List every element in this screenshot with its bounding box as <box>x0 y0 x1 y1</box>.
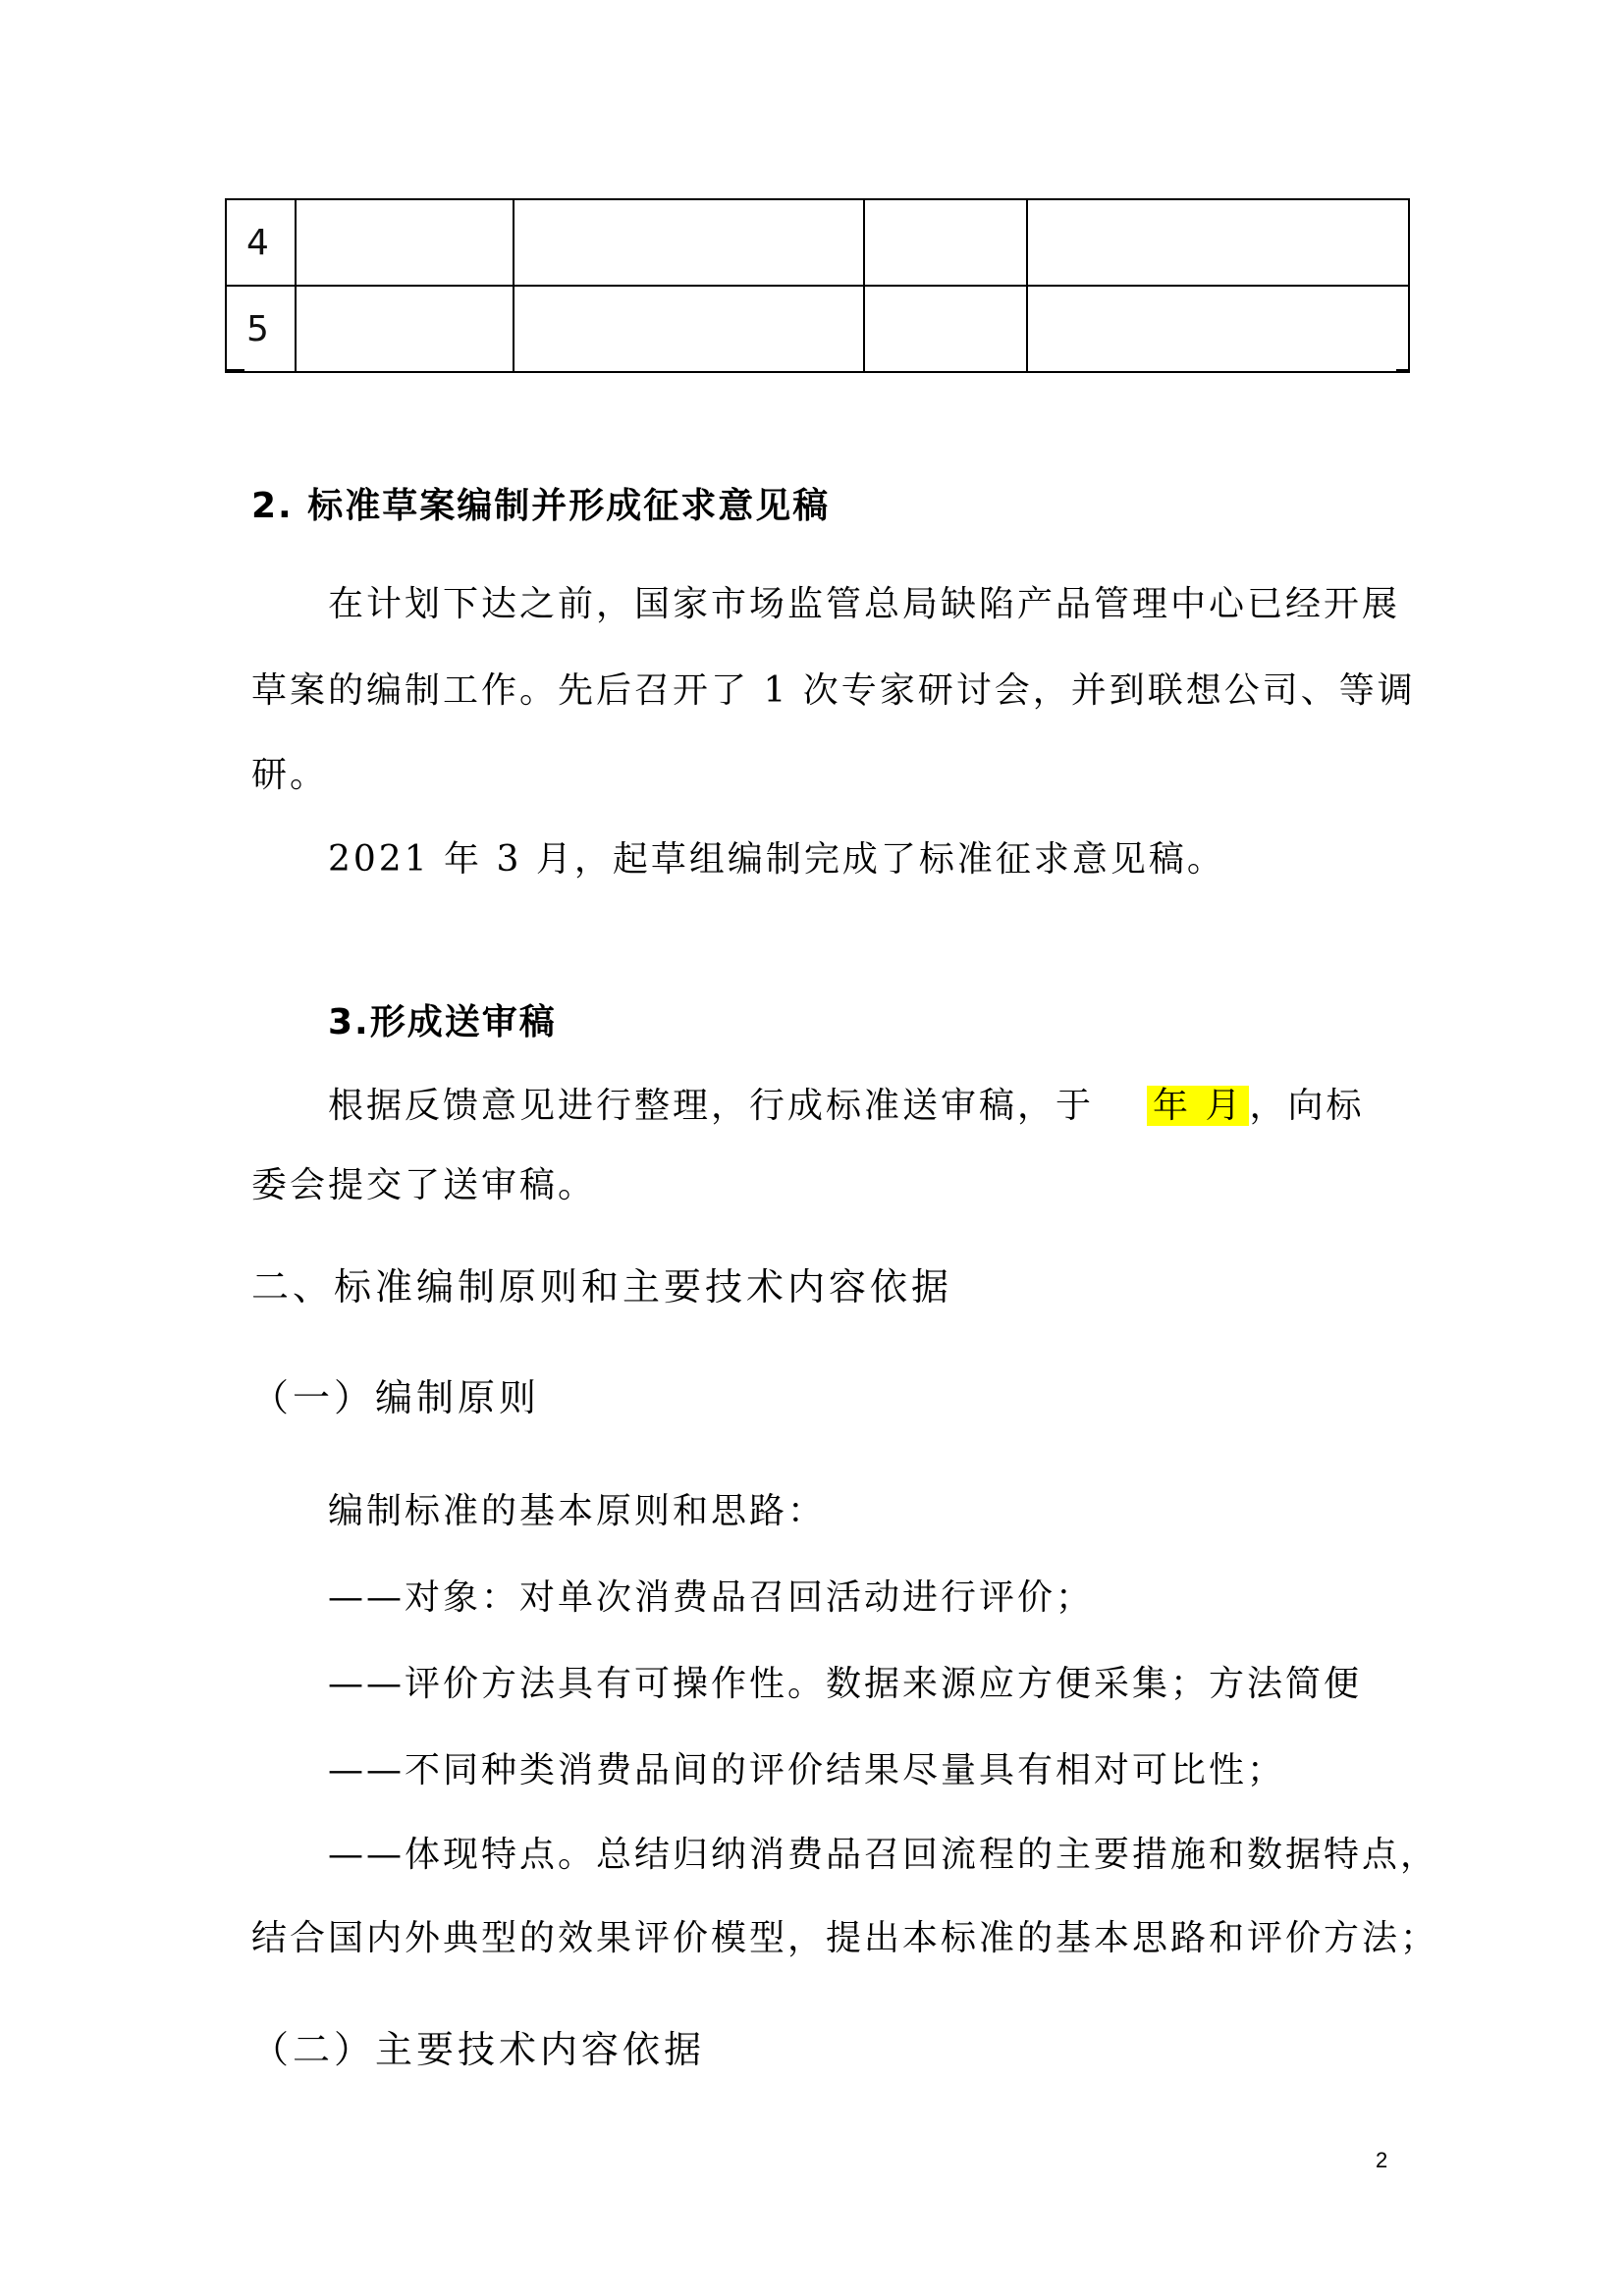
list-item: ——对象：对单次消费品召回活动进行评价； <box>328 1577 1095 1618</box>
list-item: ——体现特点。总结归纳消费品召回流程的主要措施和数据特点， <box>328 1835 1439 1875</box>
row-number: 5 <box>226 286 296 372</box>
table-cell <box>296 199 514 286</box>
data-table <box>225 198 1410 373</box>
paragraph-line: 编制标准的基本原则和思路： <box>328 1491 827 1531</box>
table-cell <box>296 286 514 372</box>
paragraph-line: 结合国内外典型的效果评价模型，提出本标准的基本思路和评价方法； <box>251 1918 1439 1958</box>
paragraph-text: 根据反馈意见进行整理，行成标准送审稿，于 <box>328 1086 1095 1126</box>
table-cell <box>864 199 1027 286</box>
paragraph-line: 2021 年 3 月，起草组编制完成了标准征求意见稿。 <box>328 839 1225 880</box>
table-cell <box>514 199 864 286</box>
table-row <box>226 286 1409 372</box>
paragraph-line <box>328 1083 1364 1130</box>
paragraph-text: ，向标 <box>1249 1086 1365 1126</box>
paragraph-line: 委会提交了送审稿。 <box>251 1165 597 1205</box>
table-row <box>226 199 1409 286</box>
table-cell <box>1027 286 1409 372</box>
list-item: ——不同种类消费品间的评价结果尽量具有相对可比性； <box>328 1750 1286 1790</box>
paragraph-line: 研。 <box>251 755 329 795</box>
table-border-tail <box>225 369 244 371</box>
table-border-tail <box>1396 369 1410 371</box>
section-heading: 3.形成送审稿 <box>328 1002 557 1042</box>
table-cell <box>514 286 864 372</box>
subsection-heading: （二）主要技术内容依据 <box>251 2028 706 2071</box>
highlighted-date-placeholder: 年 月 <box>1147 1086 1249 1126</box>
paragraph-line: 在计划下达之前，国家市场监管总局缺陷产品管理中心已经开展 <box>328 584 1401 624</box>
section-heading: 2. 标准草案编制并形成征求意见稿 <box>251 486 831 526</box>
table-cell <box>1027 199 1409 286</box>
paragraph-line: 草案的编制工作。先后召开了 1 次专家研讨会，并到联想公司、等调 <box>251 670 1416 711</box>
row-number: 4 <box>226 199 296 286</box>
page-number: 2 <box>1376 2148 1388 2172</box>
chapter-heading: 二、标准编制原则和主要技术内容依据 <box>251 1265 953 1308</box>
table-cell <box>864 286 1027 372</box>
subsection-heading: （一）编制原则 <box>251 1376 541 1419</box>
list-item: ——评价方法具有可操作性。数据来源应方便采集；方法简便 <box>328 1664 1363 1704</box>
